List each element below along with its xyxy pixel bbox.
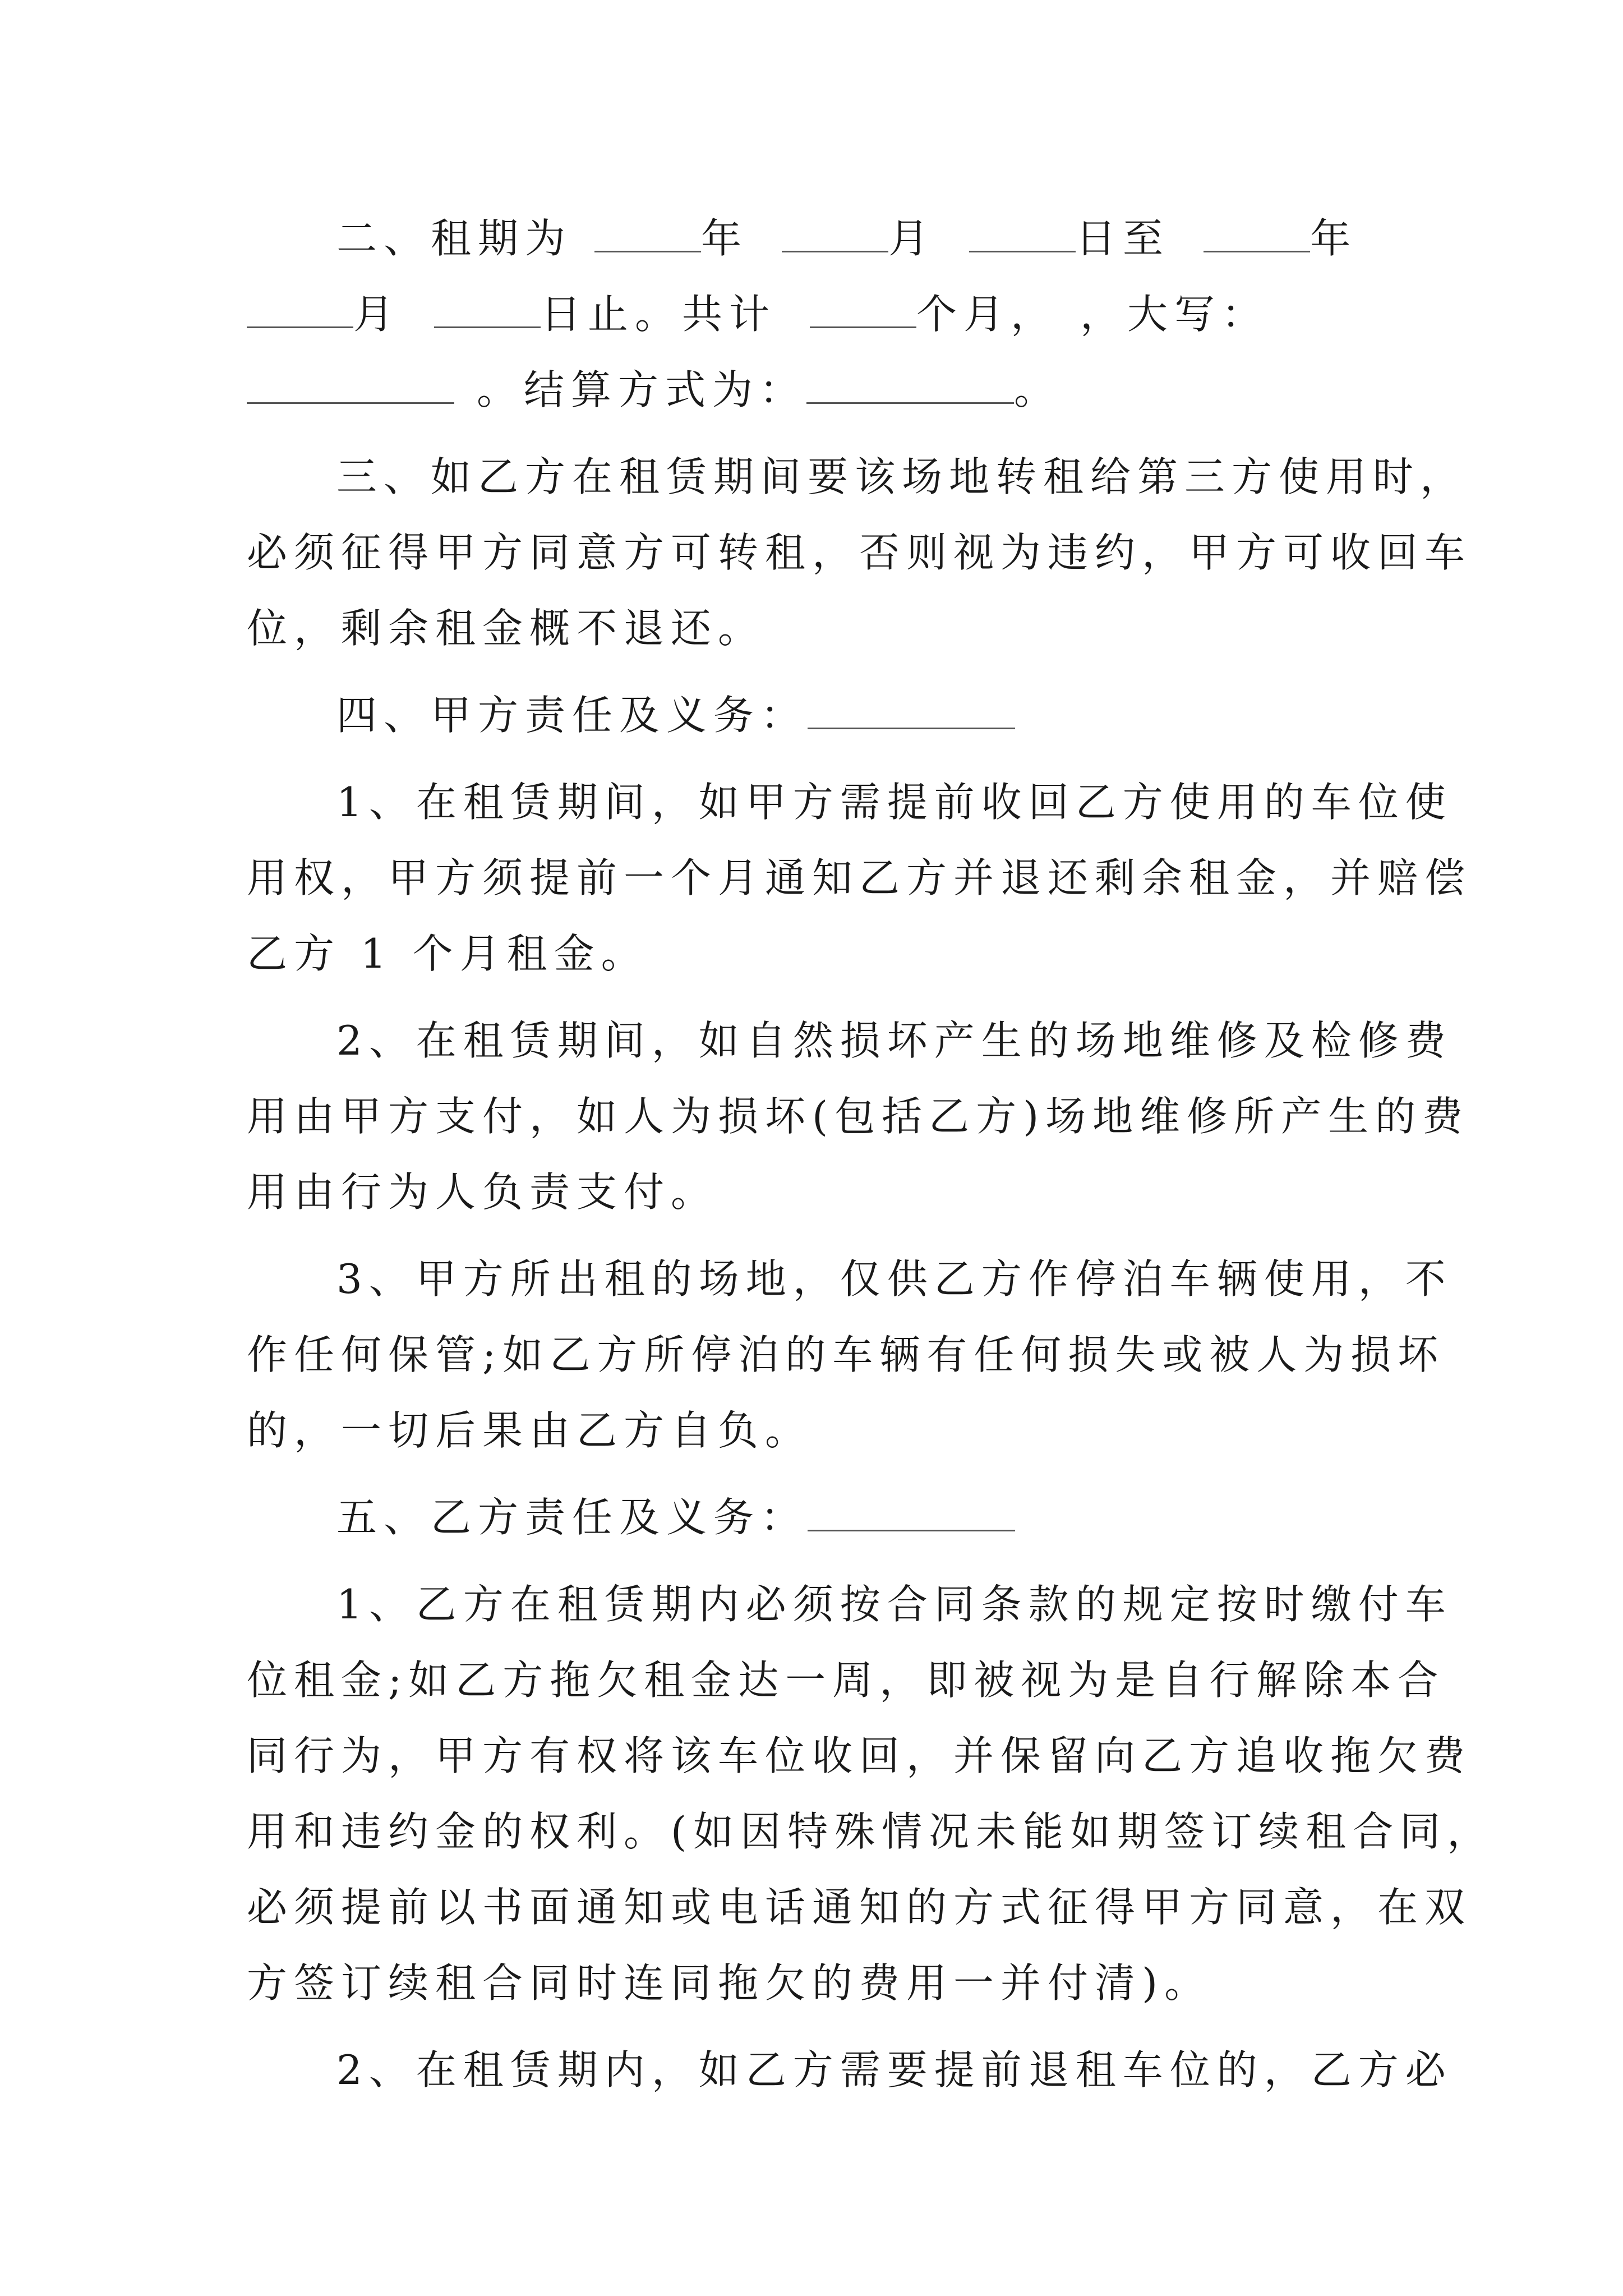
- clause-5-item-1-line-4: 用和违约金的权利。(如因特殊情况未能如期签订续租合同，: [247, 1808, 1495, 1855]
- clause-3-line-3: 位，剩余租金概不退还。: [247, 605, 766, 652]
- clause-4-heading: 四、甲方责任及义务：: [336, 687, 1380, 743]
- party-a-duties-blank: [808, 694, 1015, 729]
- amount-in-words-blank: [247, 369, 454, 404]
- clause-3-line-1: 三、如乙方在租赁期间要该场地转租给第三方使用时，: [336, 453, 1468, 500]
- clause-4-item-2-line-2: 用由甲方支付，如人为损坏(包括乙方)场地维修所产生的费: [247, 1093, 1470, 1140]
- clause-2-line-1: 二、租期为 年 月 日至 年: [336, 215, 1358, 262]
- clause-5-item-1-line-6: 方签订续租合同时连同拖欠的费用一并付清)。: [247, 1959, 1212, 2007]
- end-year-blank: [1204, 217, 1310, 252]
- clause-4-item-1-line-1: 1、在租赁期间，如甲方需提前收回乙方使用的车位使: [336, 779, 1453, 826]
- clause-5-heading: 五、乙方责任及义务：: [336, 1489, 1380, 1545]
- total-months-blank: [810, 293, 916, 328]
- settlement-method-blank: [806, 369, 1014, 404]
- clause-3-line-2: 必须征得甲方同意方可转租，否则视为违约，甲方可收回车: [247, 529, 1472, 576]
- clause-5-item-1-line-3: 同行为，甲方有权将该车位收回，并保留向乙方追收拖欠费: [247, 1732, 1472, 1779]
- clause-4-item-3-line-3: 的，一切后果由乙方自负。: [247, 1407, 813, 1454]
- clause-4-item-3-line-2: 作任何保管;如乙方所停泊的车辆有任何损失或被人为损坏: [247, 1331, 1445, 1378]
- clause-4-item-3-line-1: 3、甲方所出租的场地，仅供乙方作停泊车辆使用，不: [336, 1255, 1453, 1303]
- clause-4-item-2-line-3: 用由行为人负责支付。: [247, 1168, 718, 1216]
- clause-4-item-2-line-1: 2、在租赁期间，如自然损坏产生的场地维修及检修费: [336, 1017, 1453, 1064]
- start-year-blank: [594, 217, 701, 252]
- clause-4-item-1-line-2: 用权，甲方须提前一个月通知乙方并退还剩余租金，并赔偿: [247, 854, 1472, 901]
- end-month-blank: [247, 293, 353, 328]
- clause-2-line-2: 月 日止。共计 个月， ，大写：: [247, 286, 1380, 342]
- end-day-blank: [434, 293, 541, 328]
- clause-5-item-2-line-1: 2、在租赁期内，如乙方需要提前退租车位的，乙方必: [336, 2046, 1453, 2093]
- party-b-duties-blank: [808, 1496, 1015, 1531]
- clause-5-item-1-line-1: 1、乙方在租赁期内必须按合同条款的规定按时缴付车: [336, 1581, 1453, 1628]
- clause-5-item-1-line-5: 必须提前以书面通知或电话通知的方式征得甲方同意，在双: [247, 1884, 1472, 1931]
- start-month-blank: [782, 217, 888, 252]
- start-day-blank: [969, 217, 1076, 252]
- lease-term-label: 二、租期为: [336, 215, 573, 262]
- clause-2-line-3: 。结算方式为： 。: [247, 362, 1380, 418]
- clause-4-item-1-line-3: 乙方 1 个月租金。: [247, 930, 648, 977]
- clause-5-item-1-line-2: 位租金;如乙方拖欠租金达一周，即被视为是自行解除本合: [247, 1657, 1445, 1704]
